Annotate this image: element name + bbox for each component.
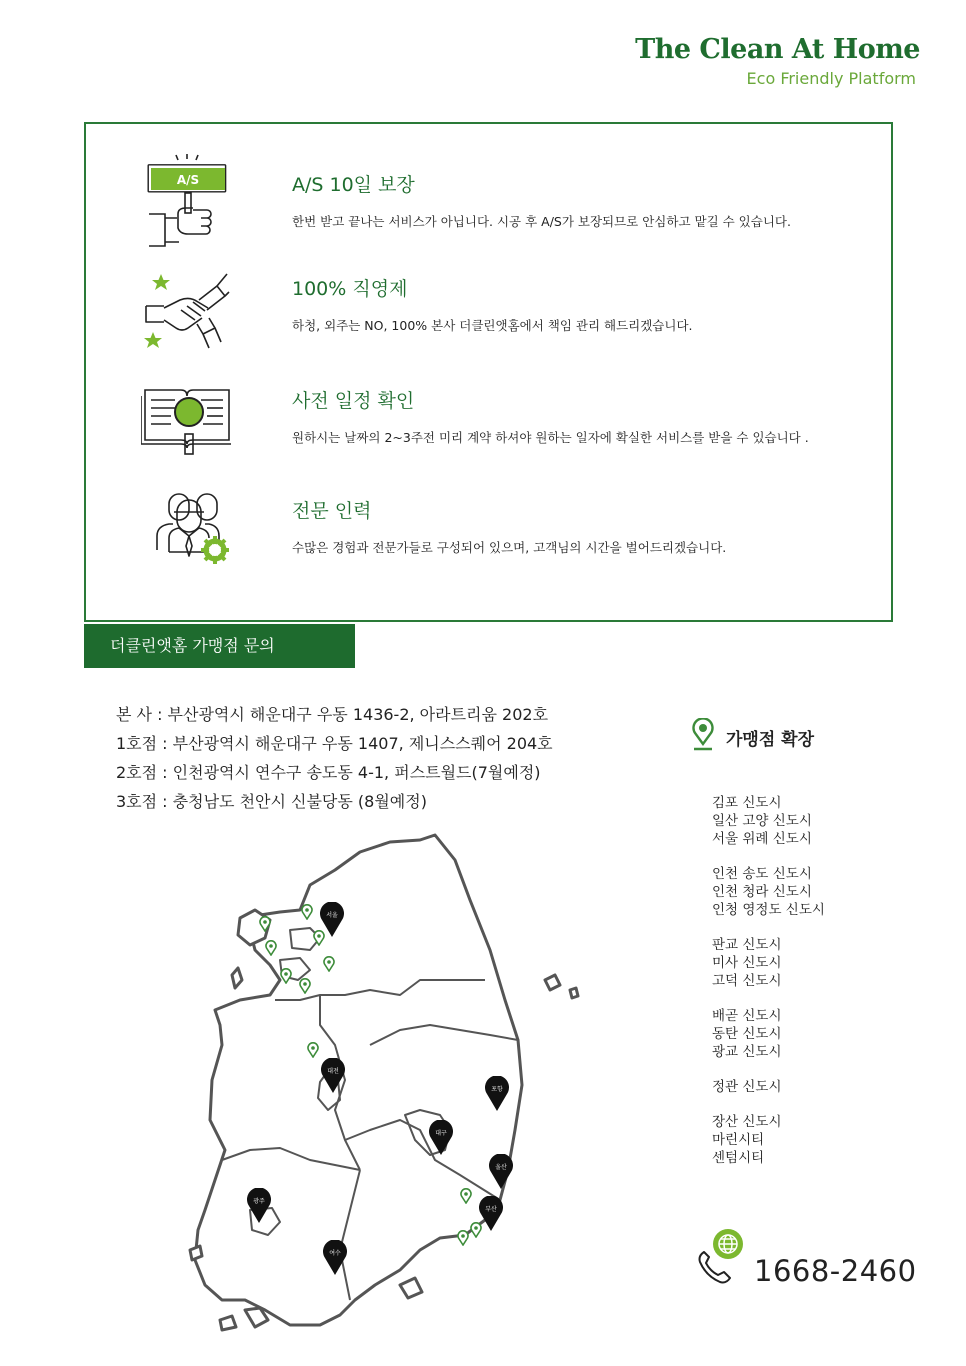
branch-3: 3호점 : 충청남도 천안시 신불당동 (8월예정) xyxy=(116,792,427,811)
expansion-group xyxy=(712,1113,930,1167)
book-magnifier-icon xyxy=(141,376,231,476)
city-marker xyxy=(479,1195,503,1231)
city-marker-label: 울산 xyxy=(495,1164,507,1171)
expansion-area-item: 일산 고양 신도시 xyxy=(712,813,812,829)
brand-subtitle: Eco Friendly Platform xyxy=(746,69,916,88)
feature-title: A/S 10일 보장 xyxy=(292,174,415,196)
expansion-group xyxy=(712,1007,930,1061)
city-marker-label: 대전 xyxy=(327,1068,339,1075)
expansion-area-item: 마린시티 xyxy=(712,1132,765,1148)
branch-1: 1호점 : 부산광역시 해운대구 우동 1407, 제니스스퀘어 204호 xyxy=(116,734,553,753)
feature-schedule-check xyxy=(86,376,886,476)
workers-gear-icon xyxy=(141,488,231,588)
expansion-area-item: 광교 신도시 xyxy=(712,1044,782,1060)
korea-map xyxy=(160,830,590,1340)
city-marker-label: 부산 xyxy=(485,1206,497,1213)
expansion-area-item: 정관 신도시 xyxy=(712,1079,782,1095)
expansion-group xyxy=(712,936,930,990)
phone-number[interactable]: 1668-2460 xyxy=(754,1254,917,1288)
city-marker-label: 대구 xyxy=(435,1130,447,1137)
branch-2: 2호점 : 인천광역시 연수구 송도동 4-1, 퍼스트월드(7월예정) xyxy=(116,763,541,782)
feature-title: 100% 직영제 xyxy=(292,278,408,300)
feature-desc: 원하시는 날짜의 2~3주전 미리 계약 하셔야 원하는 일자에 확실한 서비스를 받을 수 있습니다 . xyxy=(292,430,809,445)
expansion-area-item: 동탄 신도시 xyxy=(712,1026,782,1042)
expansion-area-item: 인천 송도 신도시 xyxy=(712,866,812,882)
feature-title: 사전 일정 확인 xyxy=(292,390,415,412)
expansion-area-item: 미사 신도시 xyxy=(712,955,782,971)
expansion-panel xyxy=(690,718,930,1184)
feature-title: 전문 인력 xyxy=(292,500,372,522)
expansion-area-item: 인청 영정도 신도시 xyxy=(712,902,825,918)
city-marker-label: 서울 xyxy=(326,912,338,919)
handshake-icon xyxy=(141,266,231,366)
feature-direct-management xyxy=(86,266,886,366)
city-marker-label: 여수 xyxy=(329,1250,341,1257)
contact-block xyxy=(690,1226,930,1296)
franchise-inquiry-header: 더클린앳홈 가맹점 문의 xyxy=(84,624,355,668)
expansion-group xyxy=(712,794,930,848)
branch-pin xyxy=(458,1231,468,1245)
brand-title: The Clean At Home xyxy=(635,34,920,65)
city-marker-label: 포항 xyxy=(491,1086,503,1093)
feature-as-guarantee xyxy=(86,154,886,254)
expansion-area-list xyxy=(712,794,930,1167)
expansion-group xyxy=(712,865,930,919)
expansion-area-item: 서울 위례 신도시 xyxy=(712,831,812,847)
branch-headquarters: 본 사 : 부산광역시 해운대구 우동 1436-2, 아라트리움 202호 xyxy=(116,705,549,724)
expansion-area-item: 배곧 신도시 xyxy=(712,1008,782,1024)
branch-list xyxy=(116,700,553,816)
as-badge-text: A/S xyxy=(176,173,200,187)
brand-logo xyxy=(635,34,920,88)
phone-globe-icon xyxy=(690,1226,750,1292)
expansion-area-item: 김포 신도시 xyxy=(712,795,782,811)
feature-desc: 수많은 경험과 전문가들로 구성되어 있으며, 고객님의 시간을 벌어드리겠습니다. xyxy=(292,540,727,555)
feature-expert-staff xyxy=(86,488,886,588)
features-box xyxy=(84,122,893,622)
expansion-area-item: 판교 신도시 xyxy=(712,937,782,953)
expansion-area-item: 센텀시티 xyxy=(712,1150,765,1166)
as-sign-icon xyxy=(141,154,231,254)
expansion-title: 가맹점 확장 xyxy=(726,729,815,750)
location-pin-icon xyxy=(690,718,716,756)
feature-desc: 한번 받고 끝나는 서비스가 아닙니다. 시공 후 A/S가 보장되므로 안심하고 맡길 수 있습니다. xyxy=(292,214,791,229)
expansion-area-item: 고덕 신도시 xyxy=(712,973,782,989)
city-marker-label: 광주 xyxy=(253,1198,265,1205)
expansion-group xyxy=(712,1078,930,1096)
korea-outline xyxy=(190,835,578,1330)
feature-desc: 하청, 외주는 NO, 100% 본사 더클린앳홈에서 책임 관리 해드리겠습니다. xyxy=(292,318,693,333)
expansion-area-item: 장산 신도시 xyxy=(712,1114,782,1130)
expansion-area-item: 인천 청라 신도시 xyxy=(712,884,812,900)
branch-pin xyxy=(471,1223,481,1237)
